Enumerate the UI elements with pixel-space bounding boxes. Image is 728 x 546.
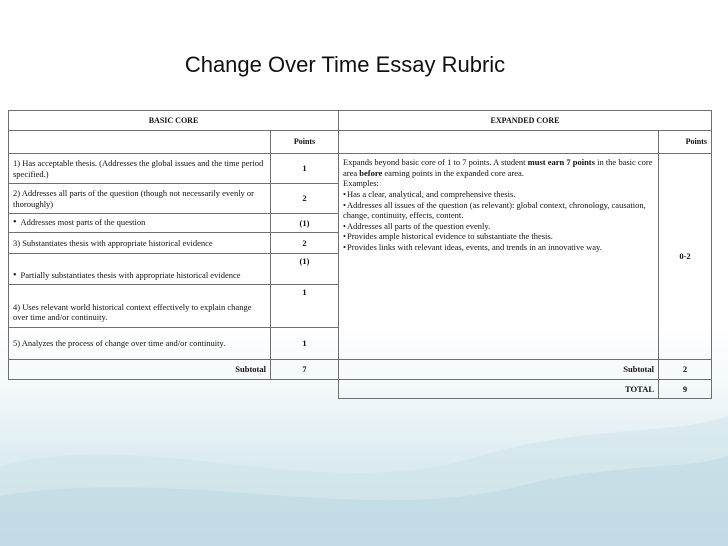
expanded-points-header: Points [659,131,712,154]
criterion-text-inner: Partially substantiates thesis with appropriate historical evidence [20,269,241,280]
criterion-points: 1 [271,328,339,360]
criterion-points: (1) [271,254,339,285]
criterion-points: 1 [271,285,339,328]
expanded-core-header: EXPANDED CORE [339,111,712,131]
criterion-text [9,254,271,285]
total-row [9,380,712,399]
examples-list [343,189,654,253]
expanded-intro-c: earning points in the expanded core area. [382,167,524,178]
expanded-core-description [339,154,659,360]
blank-cell [9,131,271,154]
criterion-text: 4) Uses relevant world historical context effectively to explain change over time and/or continuity. [9,285,271,328]
page-title: Change Over Time Essay Rubric [184,52,506,77]
list-item: • Addresses all issues of the question (as relevant): global context, chronology, causation, change, continuity, effects, content. [343,200,654,221]
list-item: • Addresses all parts of the question evenly. [343,221,654,232]
basic-subtotal-label: Subtotal [9,360,271,380]
list-item: • Provides links with relevant ideas, events, and trends in an innovative way. [343,242,654,253]
expanded-before-bold: before [359,167,383,178]
blank-cell [9,380,339,399]
list-item: • Provides ample historical evidence to substantiate the thesis. [343,231,654,242]
criterion-text: 3) Substantiates thesis with appropriate historical evidence [9,233,271,254]
bullet-icon [13,217,21,227]
criterion-text: 5) Analyzes the process of change over time and/or continuity. [9,328,271,360]
table-row [9,154,712,184]
criterion-points: 2 [271,233,339,254]
criterion-points: 2 [271,184,339,214]
total-value: 9 [659,380,712,399]
basic-core-header: BASIC CORE [9,111,339,131]
points-header-row [9,131,712,154]
expanded-subtotal-label: Subtotal [339,360,659,380]
examples-label: Examples: [343,178,379,189]
criterion-text: 2) Addresses all parts of the question (though not necessarily evenly or thoroughly) [9,184,271,214]
criterion-points: (1) [271,214,339,233]
total-label: TOTAL [339,380,659,399]
expanded-intro-bold: must earn 7 points [527,157,595,167]
criterion-points: 1 [271,154,339,184]
basic-points-header: Points [271,131,339,154]
expanded-intro-a: Expands beyond basic core of 1 to 7 points. A student [343,157,528,167]
rubric-table [8,110,712,399]
list-item: • Has a clear, analytical, and comprehensive thesis. [343,189,654,200]
criterion-text-inner: Addresses most parts of the question [20,216,146,227]
bullet-icon [13,270,21,280]
blank-cell [339,131,659,154]
expanded-points: 0-2 [659,154,712,360]
basic-subtotal-value: 7 [271,360,339,380]
expanded-subtotal-value: 2 [659,360,712,380]
header-row [9,111,712,131]
subtotal-row [9,360,712,380]
expanded-intro-b: in the basic core area [343,157,653,178]
criterion-text: 1) Has acceptable thesis. (Addresses the global issues and the time period specified.) [9,154,271,184]
criterion-text [9,214,271,233]
